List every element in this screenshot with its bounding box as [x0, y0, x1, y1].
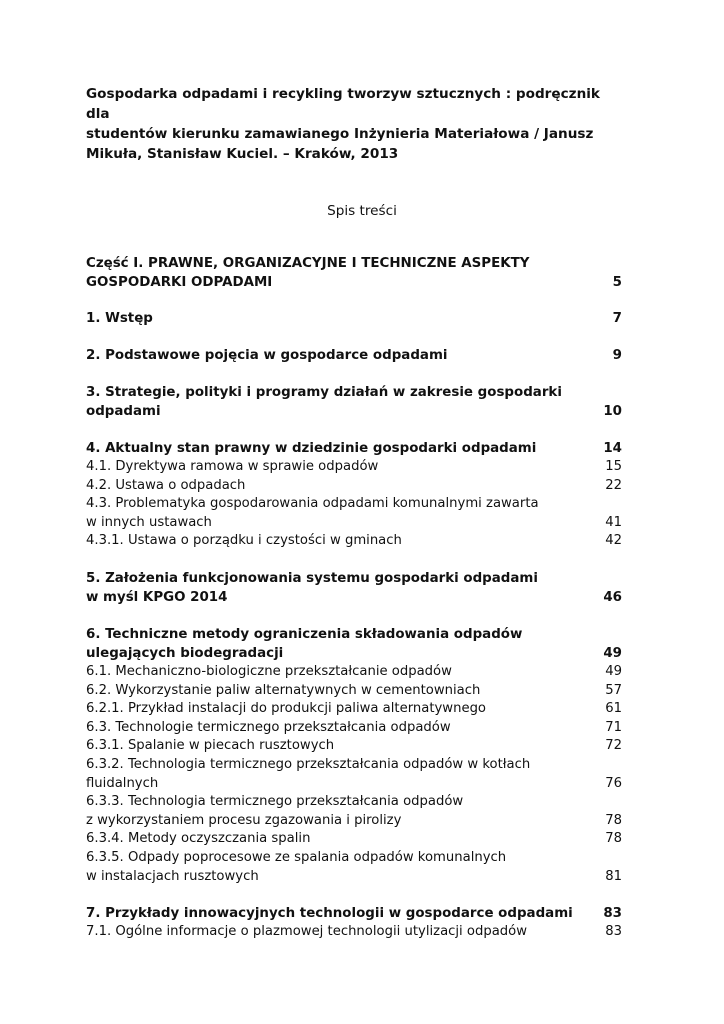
toc-entry-title: z wykorzystaniem procesu zgazowania i pirolizy [86, 812, 402, 828]
toc-entry-title: 6.3.4. Metody oczyszczania spalin [86, 831, 311, 847]
toc-entry-title: 4.2. Ustawa o odpadach [86, 477, 246, 493]
toc-entry-title: 7.1. Ogólne informacje o plazmowej technologii utylizacji odpadów [86, 924, 528, 940]
toc-entry-page: 46 [603, 589, 622, 605]
document-page [86, 84, 622, 942]
toc-entry-page: 9 [612, 348, 622, 363]
toc-entry-page: 22 [605, 477, 622, 493]
toc-entry-title: fluidalnych [86, 775, 159, 791]
toc-entry-title: Część I. PRAWNE, ORGANIZACYJNE I TECHNICZNE ASPEKTY [86, 256, 530, 271]
toc-entry-title: w innych ustawach [86, 514, 212, 530]
toc-entry-title: 6.3. Technologie termicznego przekształcania odpadów [86, 719, 451, 735]
toc-entry [86, 569, 622, 607]
toc-entry-title: 6. Techniczne metody ograniczenia składowania odpadów [86, 626, 523, 642]
toc-entry-title: 6.1. Mechaniczno-biologiczne przekształcanie odpadów [86, 663, 452, 679]
toc-entry [86, 309, 622, 328]
toc-entry-title: 5. Założenia funkcjonowania systemu gospodarki odpadami [86, 570, 538, 586]
toc-entry-page: 14 [603, 441, 622, 456]
toc-entry [86, 477, 622, 496]
toc-entry-title: 6.3.3. Technologia termicznego przekształcania odpadów [86, 794, 464, 810]
toc-entry-title: 4.1. Dyrektywa ramowa w sprawie odpadów [86, 459, 379, 474]
table-of-contents [86, 254, 622, 942]
toc-entry [86, 346, 622, 365]
toc-entry-title: 6.2. Wykorzystanie paliw alternatywnych w cementowniach [86, 682, 481, 698]
toc-entry-page: 76 [605, 775, 622, 791]
toc-entry-title: 6.3.1. Spalanie w piecach rusztowych [86, 738, 335, 754]
toc-entry [86, 830, 622, 849]
toc-entry [86, 700, 622, 719]
toc-entry [86, 625, 622, 663]
bib-line: studentów kierunku zamawianego Inżynieria Materiałowa / Janusz [86, 126, 594, 142]
toc-entry-page: 81 [605, 868, 622, 884]
toc-entry-title: 4.3. Problematyka gospodarowania odpadami komunalnymi zawarta [86, 496, 539, 512]
toc-entry-title: w instalacjach rusztowych [86, 868, 259, 884]
toc-entry-title: w myśl KPGO 2014 [86, 589, 228, 605]
bib-line: Mikuła, Stanisław Kuciel. – Kraków, 2013 [86, 146, 399, 162]
toc-entry-page: 72 [605, 738, 622, 754]
toc-entry-title: 4. Aktualny stan prawny w dziedzinie gospodarki odpadami [86, 441, 537, 456]
toc-entry [86, 254, 622, 292]
toc-entry-title: 2. Podstawowe pojęcia w gospodarce odpadami [86, 348, 448, 363]
toc-entry-page: 10 [603, 404, 622, 419]
toc-entry [86, 495, 622, 532]
toc-entry-title: 3. Strategie, polityki i programy działań w zakresie gospodarki [86, 385, 562, 400]
toc-entry [86, 793, 622, 830]
toc-entry [86, 849, 622, 886]
toc-entry-title: odpadami [86, 404, 161, 419]
toc-entry-title: 4.3.1. Ustawa o porządku i czystości w gminach [86, 533, 402, 549]
toc-entry-title: 6.3.5. Odpady poprocesowe ze spalania odpadów komunalnych [86, 849, 507, 865]
toc-entry [86, 737, 622, 756]
toc-entry-title: 7. Przykłady innowacyjnych technologii w gospodarce odpadami [86, 906, 573, 922]
toc-entry-title: GOSPODARKI ODPADAMI [86, 275, 273, 290]
toc-entry [86, 904, 622, 923]
bib-line: Gospodarka odpadami i recykling tworzyw sztucznych : podręcznik dla [86, 86, 600, 122]
toc-entry-title: 1. Wstęp [86, 311, 153, 326]
toc-entry-title: ulegających biodegradacji [86, 645, 284, 661]
toc-entry-page: 49 [605, 663, 622, 679]
toc-entry-page: 15 [605, 459, 622, 474]
toc-title: Spis treści [327, 203, 397, 219]
toc-entry [86, 383, 622, 421]
toc-entry-page: 49 [603, 645, 622, 661]
toc-entry [86, 458, 622, 477]
toc-entry [86, 663, 622, 682]
toc-entry-title: 6.2.1. Przykład instalacji do produkcji paliwa alternatywnego [86, 701, 487, 717]
bibliographic-note [86, 84, 622, 164]
toc-entry-page: 71 [605, 719, 622, 735]
toc-entry-page: 41 [605, 514, 622, 530]
toc-entry-page: 83 [605, 924, 622, 940]
toc-entry [86, 923, 622, 942]
toc-entry-page: 7 [612, 311, 622, 326]
toc-entry-title: 6.3.2. Technologia termicznego przekształcania odpadów w kotłach [86, 756, 531, 772]
toc-entry-page: 42 [605, 533, 622, 549]
toc-entry [86, 719, 622, 738]
toc-entry [86, 532, 622, 551]
toc-entry [86, 756, 622, 793]
toc-entry-page: 5 [612, 275, 622, 290]
toc-entry [86, 682, 622, 701]
toc-entry-page: 61 [605, 701, 622, 717]
toc-entry-page: 78 [605, 831, 622, 847]
toc-entry [86, 439, 622, 458]
toc-entry-page: 78 [605, 812, 622, 828]
toc-entry-page: 57 [605, 682, 622, 698]
toc-entry-page: 83 [603, 906, 622, 922]
